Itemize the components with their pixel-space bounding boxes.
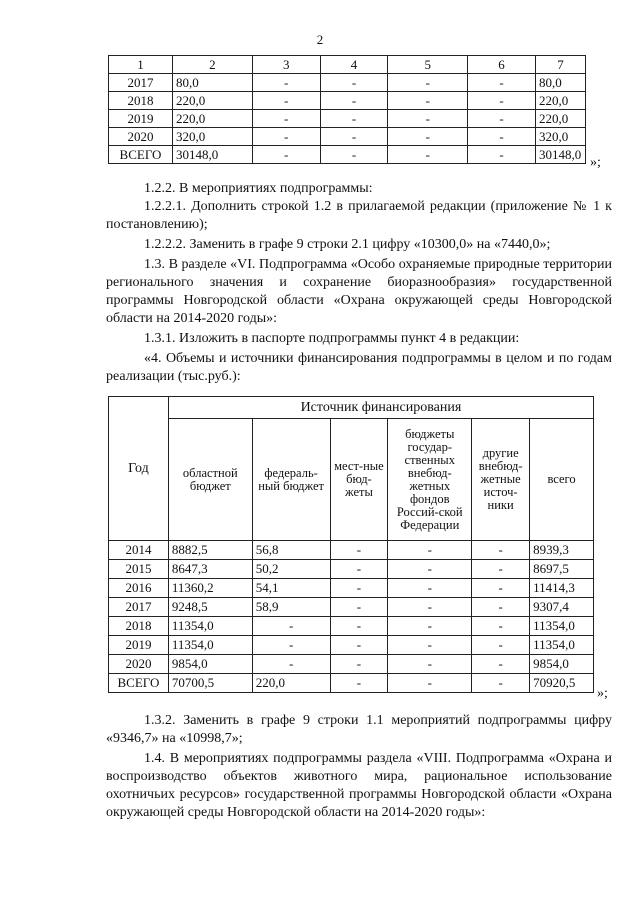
row-year-cell: 2020 — [109, 655, 169, 674]
table-cell: - — [388, 598, 472, 617]
table-cell: 9854,0 — [530, 655, 594, 674]
row-year-cell: 2017 — [109, 598, 169, 617]
table-header-cell: 1 — [109, 56, 173, 74]
table-cell: - — [472, 617, 530, 636]
table-cell: - — [468, 110, 536, 128]
table2-closing-quote: »; — [597, 686, 608, 701]
table-cell: - — [388, 579, 472, 598]
row-year-cell: 2017 — [109, 74, 173, 92]
table-row — [109, 560, 594, 579]
table-cell: - — [330, 674, 388, 693]
table-header-cell: 2 — [172, 56, 252, 74]
table-cell: - — [320, 92, 388, 110]
table-cell: - — [388, 74, 468, 92]
table-cell: - — [472, 579, 530, 598]
table-cell: - — [252, 92, 320, 110]
paragraph-1-4: 1.4. В мероприятиях подпрограммы раздела «VIII. Подпрограмма «Охрана и воспроизводство объектов животного мира, рациональное использование охотничьих ресурсов» государственной программы Новгородской области «Охрана окружающей среды Новгородской области на 2014-2020 годы»: — [106, 751, 612, 820]
table-cell: - — [388, 92, 468, 110]
col-header-federal: федераль-ный бюджет — [252, 419, 330, 541]
table-cell: 56,8 — [252, 541, 330, 560]
row-year-cell: 2015 — [109, 560, 169, 579]
table-cell: 9248,5 — [168, 598, 252, 617]
table-cell: - — [388, 128, 468, 146]
paragraph-1-3-2: 1.3.2. Заменить в графе 9 строки 1.1 мероприятий подпрограммы цифру «9346,7» на «10998,7»; — [106, 713, 612, 746]
table-cell: - — [252, 617, 330, 636]
table-header-cell: 5 — [388, 56, 468, 74]
paragraph-1-3-1: 1.3.1. Изложить в паспорте подпрограммы пункт 4 в редакции: — [144, 331, 520, 346]
row-year-cell: 2019 — [109, 110, 173, 128]
table-cell: 8697,5 — [530, 560, 594, 579]
col-header-regional: областной бюджет — [168, 419, 252, 541]
table-cell: 8647,3 — [168, 560, 252, 579]
row-year-cell: 2014 — [109, 541, 169, 560]
table-cell: - — [472, 598, 530, 617]
table-cell: - — [388, 655, 472, 674]
table-cell: - — [472, 655, 530, 674]
table-cell: - — [472, 541, 530, 560]
row-year-cell: ВСЕГО — [109, 674, 169, 693]
table-cell: 11360,2 — [168, 579, 252, 598]
table-cell: - — [468, 74, 536, 92]
table-cell: - — [388, 636, 472, 655]
table-cell: - — [330, 579, 388, 598]
table-cell: - — [330, 655, 388, 674]
table-cell: 30148,0 — [535, 146, 585, 164]
table-cell: - — [388, 146, 468, 164]
table-cell: - — [472, 674, 530, 693]
table-funding-continued — [108, 55, 586, 164]
table-row — [109, 92, 586, 110]
row-year-cell: 2020 — [109, 128, 173, 146]
paragraph-1-2-2: 1.2.2. В мероприятиях подпрограммы: — [144, 181, 373, 196]
table-header-row — [109, 56, 586, 74]
table-cell: 220,0 — [535, 110, 585, 128]
table-cell: - — [330, 617, 388, 636]
row-year-cell: 2016 — [109, 579, 169, 598]
table-cell: - — [252, 128, 320, 146]
table-cell: - — [468, 128, 536, 146]
table-cell: - — [330, 636, 388, 655]
table-cell: 11354,0 — [168, 617, 252, 636]
table-row — [109, 674, 594, 693]
table-cell: 220,0 — [252, 674, 330, 693]
table-row — [109, 110, 586, 128]
table-cell: 11354,0 — [530, 617, 594, 636]
table-cell: - — [388, 560, 472, 579]
table-header-row — [109, 397, 594, 419]
table-header-cell: 3 — [252, 56, 320, 74]
source-header: Источник финансирования — [168, 397, 593, 419]
table-cell: 58,9 — [252, 598, 330, 617]
table-cell: 320,0 — [172, 128, 252, 146]
table-row — [109, 74, 586, 92]
table-cell: - — [472, 560, 530, 579]
table-row — [109, 579, 594, 598]
row-year-cell: 2018 — [109, 92, 173, 110]
row-year-cell: 2018 — [109, 617, 169, 636]
table-cell: - — [320, 128, 388, 146]
table-cell: 220,0 — [172, 110, 252, 128]
table-cell: 54,1 — [252, 579, 330, 598]
table-cell: 70700,5 — [168, 674, 252, 693]
table-cell: 220,0 — [535, 92, 585, 110]
table-header-cell: 6 — [468, 56, 536, 74]
table-cell: - — [320, 74, 388, 92]
table-cell: 9854,0 — [168, 655, 252, 674]
table-cell: 11354,0 — [530, 636, 594, 655]
table-cell: 30148,0 — [172, 146, 252, 164]
table-cell: - — [252, 636, 330, 655]
table-header-cell: 4 — [320, 56, 388, 74]
paragraph-1-2-2-1: 1.2.2.1. Дополнить строкой 1.2 в прилагаемой редакции (приложение № 1 к постановлению); — [106, 199, 612, 232]
table-cell: 80,0 — [535, 74, 585, 92]
row-year-cell: ВСЕГО — [109, 146, 173, 164]
table-row — [109, 128, 586, 146]
paragraph-1-2-2-2: 1.2.2.2. Заменить в графе 9 строки 2.1 цифру «10300,0» на «7440,0»; — [144, 237, 551, 252]
table-cell: - — [252, 655, 330, 674]
col-header-other: другие внебюд-жетные источ-ники — [472, 419, 530, 541]
table-cell: - — [320, 146, 388, 164]
table-cell: - — [388, 110, 468, 128]
col-header-local: мест-ные бюд-жеты — [330, 419, 388, 541]
table-cell: - — [320, 110, 388, 128]
table-cell: - — [252, 110, 320, 128]
paragraph-item-4: «4. Объемы и источники финансирования подпрограммы в целом и по годам реализации (тыс.руб.): — [106, 351, 612, 384]
table-row — [109, 617, 594, 636]
table-cell: - — [252, 74, 320, 92]
table-row — [109, 655, 594, 674]
table-cell: 11354,0 — [168, 636, 252, 655]
table1-closing-quote: »; — [590, 155, 601, 170]
table-cell: 8882,5 — [168, 541, 252, 560]
table-cell: 8939,3 — [530, 541, 594, 560]
table-cell: 11414,3 — [530, 579, 594, 598]
table-header-cell: 7 — [535, 56, 585, 74]
table-row — [109, 541, 594, 560]
table-cell: 9307,4 — [530, 598, 594, 617]
table-cell: - — [330, 541, 388, 560]
table-row — [109, 598, 594, 617]
table-subheader-row — [109, 419, 594, 541]
table-cell: - — [252, 146, 320, 164]
col-header-extrabudget-funds: бюджеты государ-ственных внебюд-жетных фондов Россий-ской Федерации — [388, 419, 472, 541]
year-header: Год — [109, 397, 169, 541]
table-cell: 80,0 — [172, 74, 252, 92]
table-cell: - — [472, 636, 530, 655]
table-cell: 70920,5 — [530, 674, 594, 693]
table-cell: - — [468, 146, 536, 164]
table-cell: - — [330, 560, 388, 579]
table-cell: - — [388, 617, 472, 636]
table-row — [109, 146, 586, 164]
page-number: 2 — [316, 32, 324, 47]
table-cell: 220,0 — [172, 92, 252, 110]
col-header-total: всего — [530, 419, 594, 541]
table-cell: - — [330, 598, 388, 617]
table-cell: 320,0 — [535, 128, 585, 146]
table-funding-sources — [108, 396, 594, 693]
row-year-cell: 2019 — [109, 636, 169, 655]
table-row — [109, 636, 594, 655]
table-cell: - — [468, 92, 536, 110]
table-cell: - — [388, 541, 472, 560]
table-cell: 50,2 — [252, 560, 330, 579]
table-cell: - — [388, 674, 472, 693]
paragraph-1-3: 1.3. В разделе «VI. Подпрограмма «Особо охраняемые природные территории регионального значения и сохранение биоразнообразия» государственной программы Новгородской области «Охрана окружающей среды Новгородской области на 2014-2020 годы»: — [106, 257, 612, 326]
